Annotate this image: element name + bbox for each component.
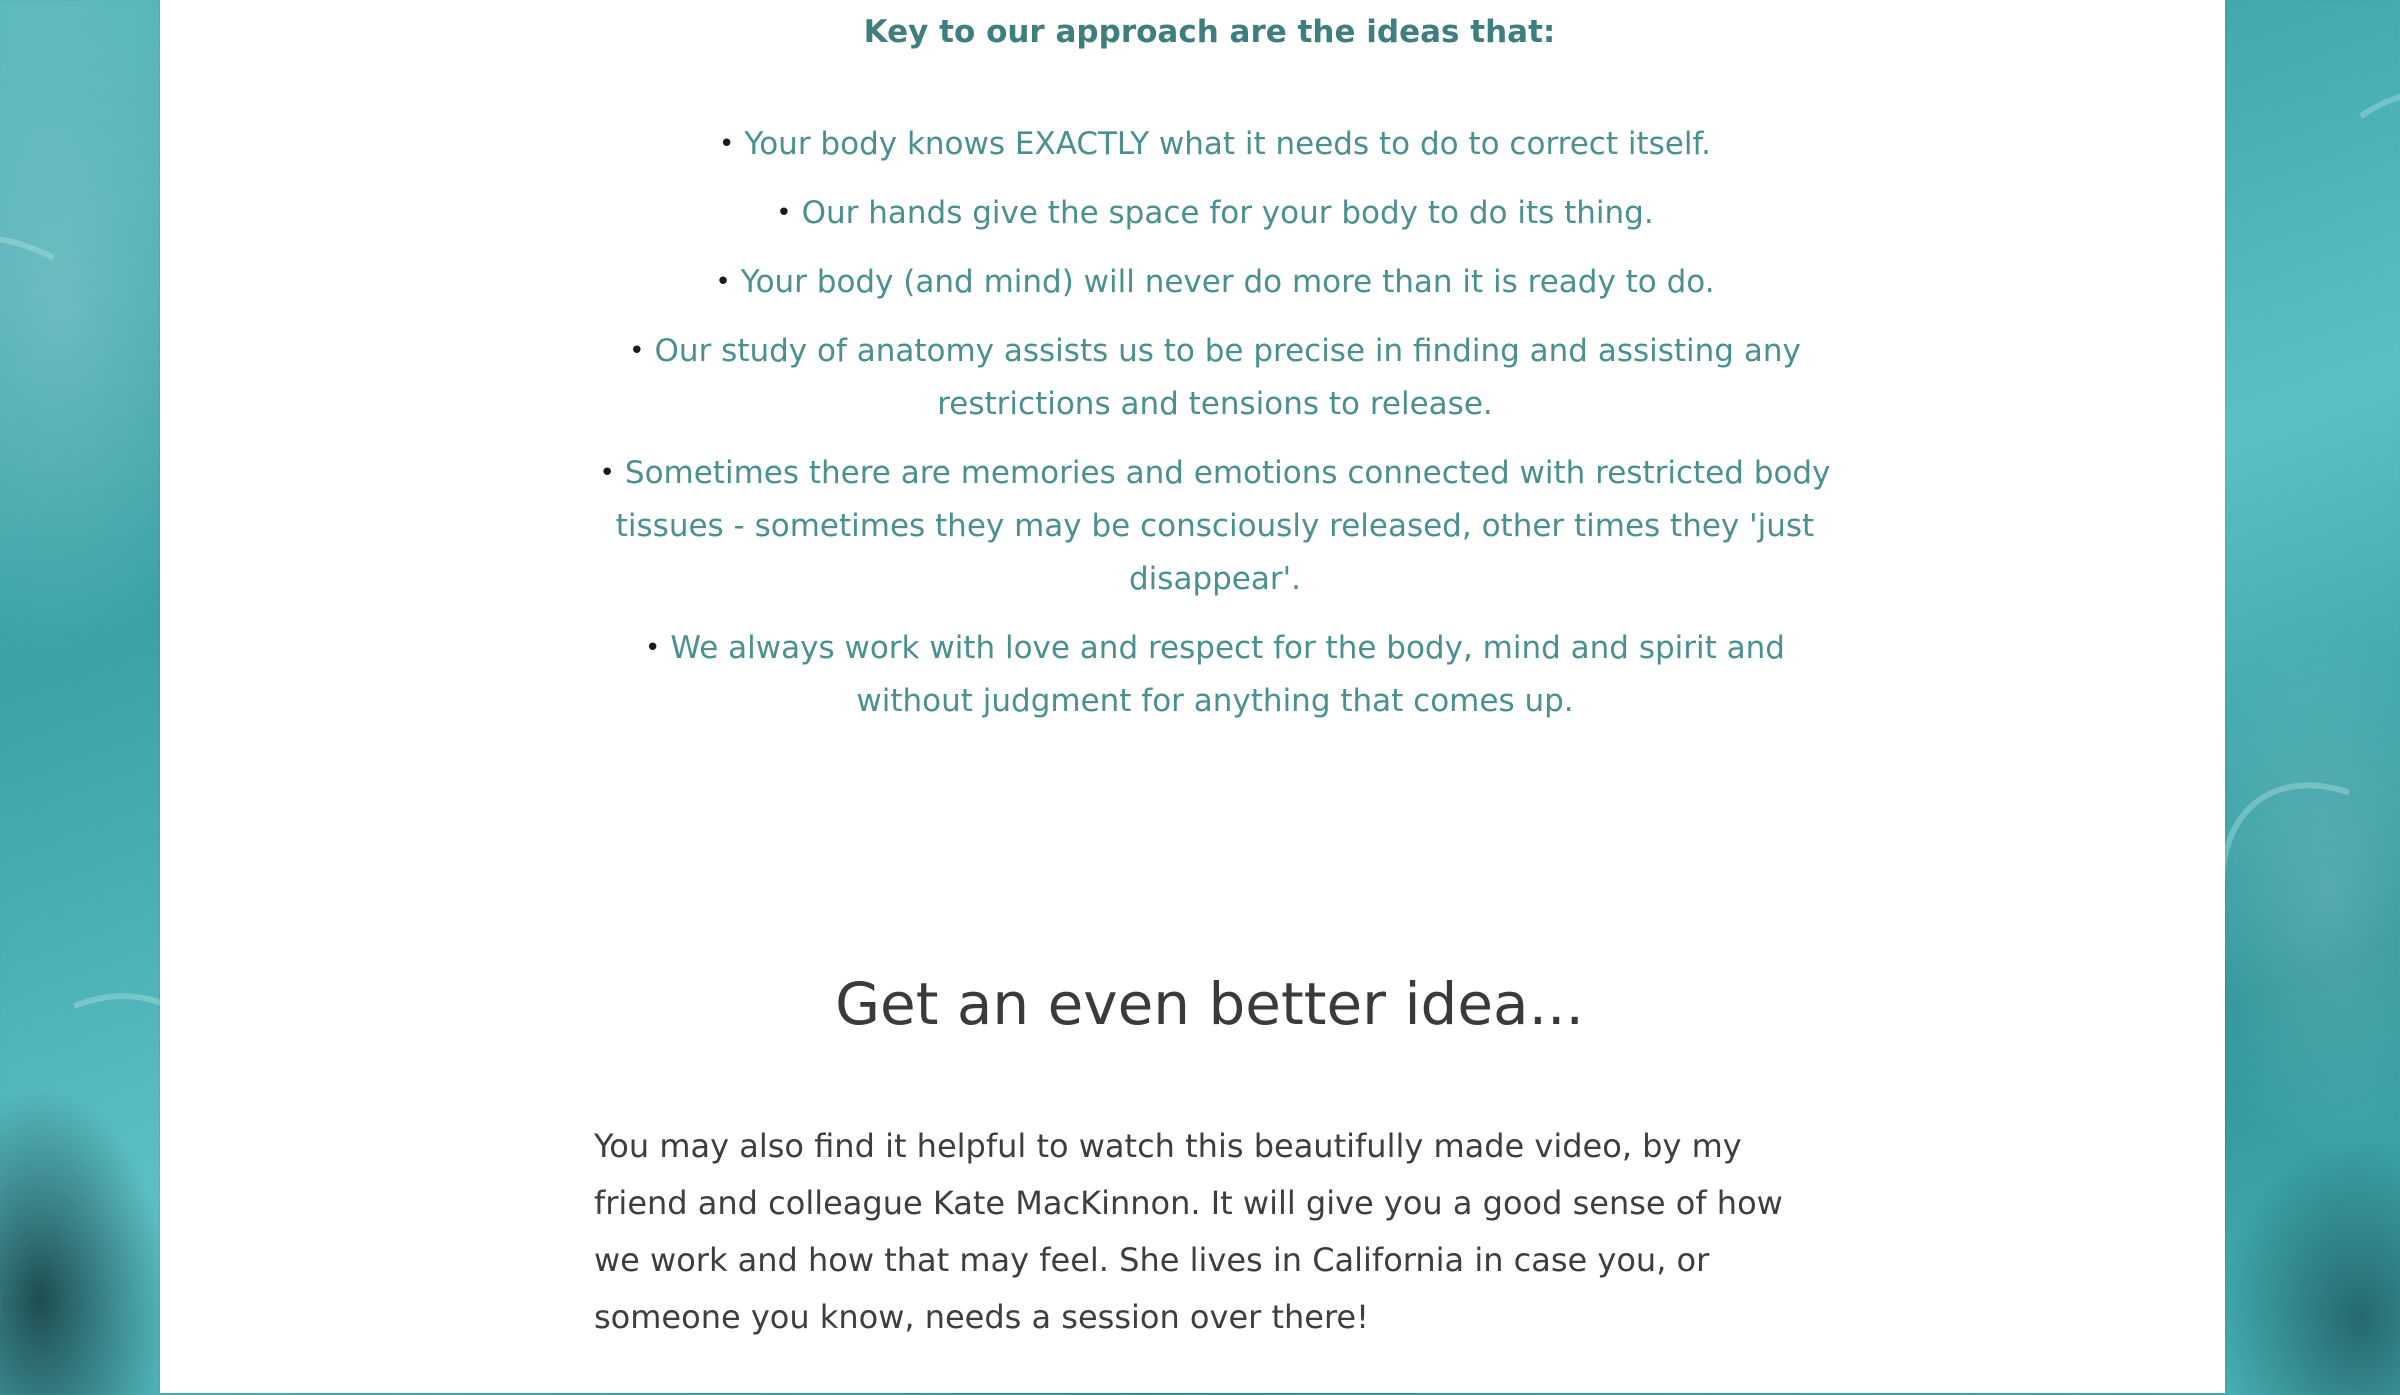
video-intro-paragraph: You may also find it helpful to watch this beautifully made video, by my friend and colleague Kate MacKinnon. It will give you a good sense of how we work and how that may feel. She lives in California in case you, or someone you know, needs a session over there! [594, 1127, 1783, 1336]
idea-text: We always work with love and respect for the body, mind and spirit and without judgment for anything that comes up. [670, 630, 1785, 719]
list-item [590, 325, 1840, 431]
bullet-icon: • [719, 129, 735, 159]
list-item [590, 187, 1840, 240]
bullet-icon: • [776, 198, 792, 228]
video-section-title: Get an even better idea... [835, 970, 1584, 1038]
bullet-icon: • [599, 458, 615, 488]
list-item [590, 118, 1840, 171]
idea-text: Your body knows EXACTLY what it needs to do to correct itself. [744, 126, 1711, 162]
content-panel [160, 0, 2225, 1393]
idea-text: Our study of anatomy assists us to be precise in finding and assisting any restrictions and tensions to release. [654, 333, 1801, 422]
bullet-icon: • [715, 267, 731, 297]
list-item [590, 447, 1840, 606]
bullet-icon: • [645, 633, 661, 663]
idea-text: Sometimes there are memories and emotions connected with restricted body tissues - sometimes they may be consciously released, other times they 'just disappear'. [615, 455, 1831, 597]
list-item [590, 622, 1840, 728]
approach-heading: Key to our approach are the ideas that: [863, 14, 1556, 50]
list-item [590, 256, 1840, 309]
idea-text: Your body (and mind) will never do more than it is ready to do. [740, 264, 1715, 300]
idea-text: Our hands give the space for your body to do its thing. [801, 195, 1654, 231]
approach-ideas-list [590, 118, 1840, 744]
bullet-icon: • [629, 336, 645, 366]
